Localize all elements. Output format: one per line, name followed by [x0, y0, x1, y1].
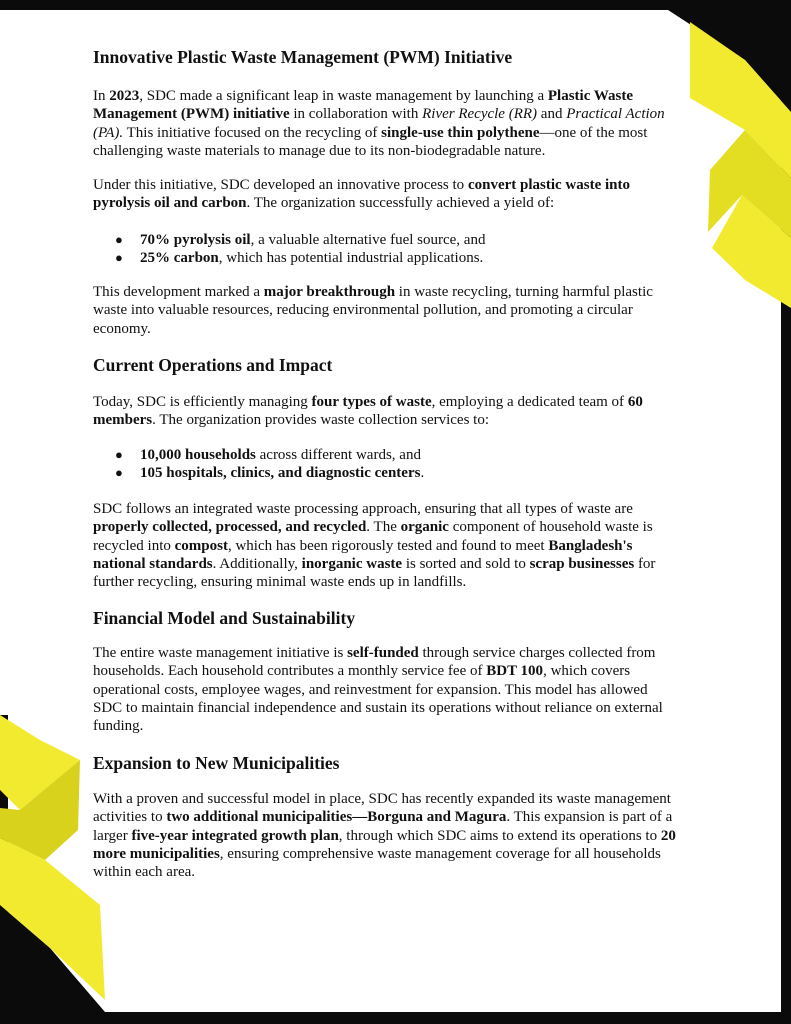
- financial-paragraph: [93, 644, 713, 735]
- section-title-expansion: Expansion to New Municipalities: [93, 753, 340, 773]
- text-line: economy.: [93, 320, 151, 337]
- text-line: members. The organization provides waste collection services to:: [93, 412, 490, 429]
- text-line: In 2023, SDC made a significant leap in waste management by launching a Plastic Waste: [93, 88, 634, 104]
- list-item: ● 25% carbon, which has potential industrial applications.: [115, 250, 484, 267]
- text-line: funding.: [93, 718, 144, 735]
- section-title-operations: Current Operations and Impact: [93, 355, 333, 375]
- text-line: (PA). This initiative focused on the recycling of single-use thin polythene—one of the most: [93, 124, 648, 141]
- text-line: The entire waste management initiative is self-funded through service charges collected from: [93, 645, 656, 661]
- pwm-breakthrough-paragraph: [93, 283, 713, 338]
- text-line: properly collected, processed, and recycled. The organic component of household waste is: [93, 519, 653, 536]
- text-line: national standards. Additionally, inorganic waste is sorted and sold to scrap businesses for: [93, 555, 656, 572]
- section-title-financial: Financial Model and Sustainability: [93, 608, 356, 628]
- text-line: recycled into compost, which has been rigorously tested and found to meet Bangladesh's: [93, 537, 633, 554]
- text-line: larger five-year integrated growth plan, through which SDC aims to extend its operations to 20: [93, 827, 676, 844]
- text-line: activities to two additional municipalities—Borguna and Magura. This expansion is part of a: [93, 809, 673, 826]
- operations-intro-paragraph: [93, 393, 713, 430]
- pwm-process-paragraph: [93, 176, 713, 213]
- section-title-pwm: Innovative Plastic Waste Management (PWM) Initiative: [93, 47, 513, 67]
- pwm-yield-list: [93, 231, 485, 268]
- text-line: Today, SDC is efficiently managing four types of waste, employing a dedicated team of 60: [93, 394, 643, 410]
- text-line: SDC follows an integrated waste processing approach, ensuring that all types of waste are: [93, 501, 633, 517]
- text-line: Under this initiative, SDC developed an innovative process to convert plastic waste into: [93, 177, 630, 193]
- text-line: This development marked a major breakthrough in waste recycling, turning harmful plastic: [93, 284, 653, 300]
- text-line: within each area.: [93, 864, 196, 881]
- text-line: With a proven and successful model in place, SDC has recently expanded its waste management: [93, 791, 671, 807]
- text-line: more municipalities, ensuring comprehensive waste management coverage for all households: [93, 845, 661, 862]
- text-line: waste into valuable resources, reducing environmental pollution, and promoting a circular: [93, 302, 633, 319]
- service-coverage-list: [93, 446, 424, 483]
- expansion-paragraph: [93, 790, 713, 881]
- text-line: pyrolysis oil and carbon. The organization successfully achieved a yield of:: [93, 195, 555, 212]
- text-line: operational costs, employee wages, and reinvestment for expansion. This model has allowed: [93, 681, 648, 698]
- list-item: ● 70% pyrolysis oil, a valuable alternative fuel source, and: [115, 232, 486, 248]
- bullet-icon: ●: [115, 232, 123, 247]
- bullet-icon: ●: [115, 465, 123, 481]
- text-line: challenging waste materials to manage due to its non-biodegradable nature.: [93, 142, 546, 159]
- text-line: further recycling, ensuring minimal waste ends up in landfills.: [93, 574, 467, 591]
- pwm-intro-paragraph: [93, 87, 713, 160]
- list-item: ● 10,000 households across different wards, and: [115, 447, 421, 463]
- bullet-icon: ●: [115, 250, 123, 266]
- text-line: households. Each household contributes a monthly service fee of BDT 100, which covers: [93, 663, 631, 680]
- processing-paragraph: [93, 500, 713, 591]
- bullet-icon: ●: [115, 447, 123, 462]
- list-item: ● 105 hospitals, clinics, and diagnostic centers.: [115, 465, 425, 482]
- text-line: SDC to maintain financial independence and sustain its operations without reliance on external: [93, 699, 663, 716]
- text-line: Management (PWM) initiative in collaboration with River Recycle (RR) and Practical Action: [93, 106, 665, 123]
